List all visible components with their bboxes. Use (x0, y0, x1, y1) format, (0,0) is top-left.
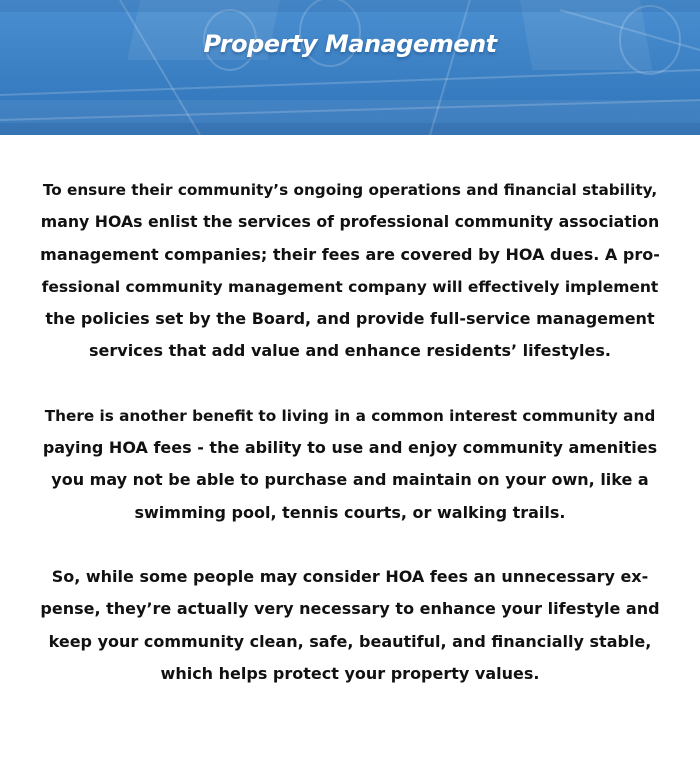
text-line: There is another benefit to living in a common interest community and (44, 406, 656, 425)
paragraph-3 (40, 561, 660, 690)
page-title: Property Management (203, 30, 497, 58)
text-line: you may not be able to purchase and maintain on your own, like a (51, 470, 649, 490)
text-line: keep your community clean, safe, beautiful, and financially stable, (48, 631, 652, 651)
text-line: paying HOA fees - the ability to use and enjoy community amenities (42, 438, 658, 458)
text-line: services that add value and enhance residents’ lifestyles. (89, 341, 611, 361)
text-line: which helps protect your property values. (160, 663, 540, 683)
article-body (40, 174, 660, 690)
text-line: To ensure their community’s ongoing operations and financial stability, (42, 181, 658, 199)
blueprint-background-image (0, 0, 700, 135)
text-line: management companies; their fees are covered by HOA dues. A pro- (40, 244, 660, 264)
header-banner (0, 0, 700, 135)
paragraph-1 (40, 174, 660, 368)
text-line: many HOAs enlist the services of professional community association (40, 212, 660, 232)
text-line: pense, they’re actually very necessary to enhance your lifestyle and (40, 599, 660, 619)
text-line: fessional community management company will effectively implement (41, 277, 659, 296)
text-line: the policies set by the Board, and provide full-service management (45, 309, 655, 329)
paragraph-2 (40, 400, 660, 529)
text-line: So, while some people may consider HOA fees an unnecessary ex- (51, 566, 649, 586)
text-line: swimming pool, tennis courts, or walking trails. (134, 502, 566, 522)
